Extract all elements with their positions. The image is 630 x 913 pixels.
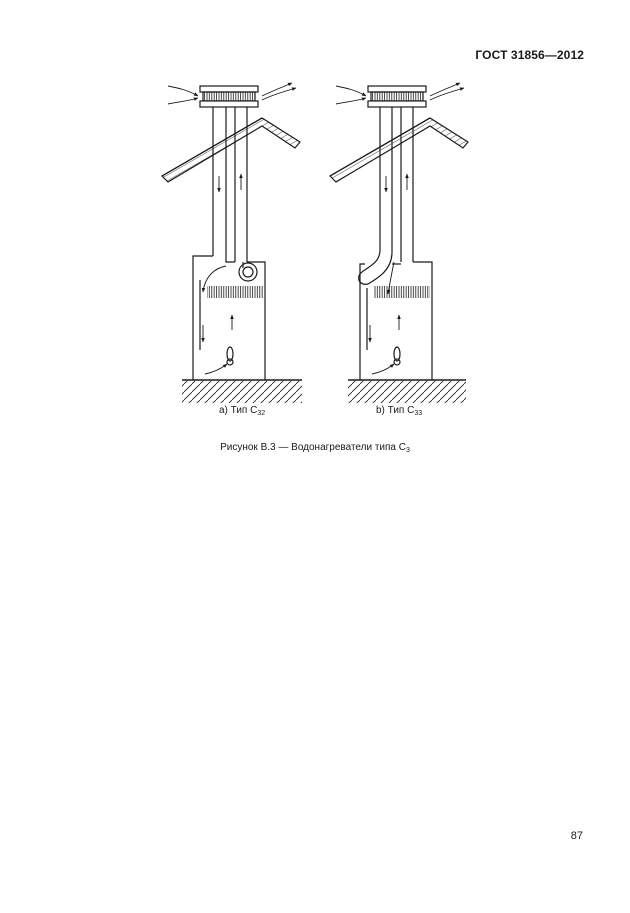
document-header-standard: ГОСТ 31856—2012 (475, 48, 584, 62)
flue-collector-a (239, 262, 257, 281)
panel-b-diagram (330, 83, 468, 403)
heat-exchanger-b (374, 286, 430, 298)
page-number: 87 (570, 830, 583, 842)
appliance-body-b (360, 262, 432, 380)
inlet-duct-b (359, 107, 392, 284)
roof-b (330, 118, 468, 182)
inlet-duct-a (213, 107, 226, 256)
burner-flame-a (227, 347, 233, 365)
terminal-cap-a (200, 86, 258, 107)
ground-hatch-b (348, 381, 466, 403)
ground-hatch-a (182, 381, 302, 403)
panel-b-label: b) Тип $С_{33}$ (376, 405, 423, 417)
burner-flame-b (394, 347, 400, 365)
heat-exchanger-a (207, 286, 263, 298)
roof-a (162, 118, 300, 182)
panel-a-label: a) Тип $С_{32}$ (219, 405, 266, 417)
figure-caption: Рисунок В.3 — Водонагреватели типа $С_3$ (220, 442, 410, 454)
panel-a-diagram (162, 83, 302, 403)
terminal-cap-b (368, 86, 426, 107)
